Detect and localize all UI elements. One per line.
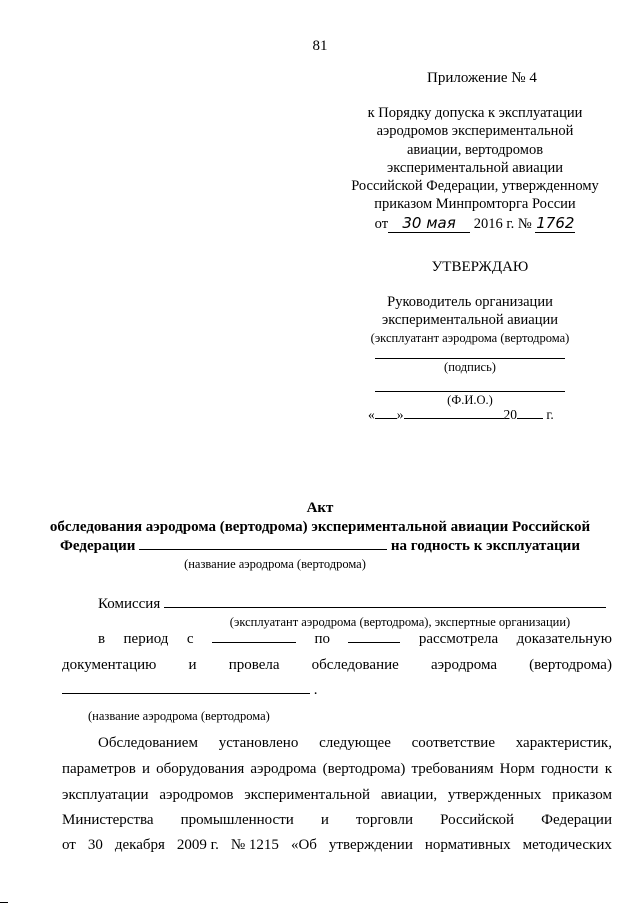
- act-federation-line: [0, 538, 640, 555]
- word: по: [314, 631, 330, 647]
- appendix-line: приказом Минпромторга России: [374, 196, 576, 213]
- paragraph-line-1: [98, 735, 612, 752]
- word: «Об: [290, 837, 317, 853]
- word: 30: [87, 837, 103, 853]
- word: соответствие: [411, 735, 495, 751]
- period-from-blank: [212, 642, 296, 643]
- word: в: [98, 631, 106, 647]
- commission-line: [98, 596, 606, 613]
- word: утверждении: [328, 837, 413, 853]
- handwritten-order-number: 1762: [536, 213, 575, 232]
- federation-word: Федерации: [60, 538, 136, 554]
- commission-blank: [164, 607, 606, 608]
- year-blank: [517, 418, 543, 419]
- word: методических: [522, 837, 612, 853]
- word: доказательную: [516, 631, 612, 647]
- word: № 1215: [230, 837, 279, 853]
- word: промышленности: [180, 812, 294, 828]
- appendix-line: к Порядку допуска к эксплуатации: [367, 105, 583, 121]
- head-caption: (эксплуатант аэродрома (вертодрома): [370, 331, 570, 345]
- word: рассмотрела: [418, 631, 499, 647]
- word: обследование: [311, 657, 399, 673]
- date-prefix: от: [374, 215, 389, 232]
- word: декабря: [114, 837, 165, 853]
- page-edge-mark: [0, 902, 8, 903]
- word: характеристик,: [515, 735, 612, 751]
- year-suffix: г.: [546, 407, 554, 422]
- word: 2009 г.: [176, 837, 219, 853]
- word: Обследованием: [98, 735, 198, 751]
- word: документацию: [62, 657, 157, 673]
- act-subtitle: обследования аэродрома (вертодрома) экспериментальной авиации Российской: [49, 519, 591, 535]
- word: с: [186, 631, 194, 647]
- word: и: [320, 812, 329, 828]
- aerodrome-name-caption-2: (название аэродрома (вертодрома): [88, 709, 270, 723]
- word: следующее: [319, 735, 391, 751]
- word: (вертодрома): [529, 657, 612, 673]
- period-line: [98, 631, 612, 648]
- documentation-line: [62, 657, 612, 674]
- word: установлено: [218, 735, 299, 751]
- word: Федерации: [541, 812, 612, 828]
- appendix-line: экспериментальной авиации: [387, 159, 563, 176]
- page-number: 81: [312, 38, 328, 54]
- line-end-dot: .: [313, 682, 318, 698]
- appendix-line: аэродромов экспериментальной: [376, 123, 574, 140]
- appendix-line: авиации, вертодромов: [406, 141, 544, 158]
- signature-caption: (подпись): [444, 360, 496, 374]
- date-close-quote: »: [396, 407, 404, 422]
- paragraph-line-2: параметров и оборудования аэродрома (вертодрома) требованиям Норм годности к: [62, 761, 612, 777]
- word: нормативных: [424, 837, 511, 853]
- word: период: [123, 631, 169, 647]
- year-text: 2016 г. №: [473, 215, 532, 232]
- word: Российской: [440, 812, 515, 828]
- date-open-quote: «: [368, 407, 375, 422]
- month-blank: [404, 418, 504, 419]
- year-prefix: 20: [503, 407, 517, 422]
- commission-caption: (эксплуатант аэродрома (вертодрома), экспертные организации): [229, 615, 571, 629]
- word: от: [62, 837, 76, 853]
- aerodrome-name-line: [62, 682, 318, 699]
- federation-tail: на годность к эксплуатации: [390, 538, 580, 554]
- fio-line: [375, 391, 565, 392]
- word: и: [188, 657, 197, 673]
- day-blank: [375, 418, 397, 419]
- paragraph-line-4: [62, 812, 612, 829]
- word: торговли: [356, 812, 414, 828]
- head-line: Руководитель организации: [387, 294, 553, 310]
- signature-line: [375, 358, 565, 359]
- period-to-blank: [348, 642, 400, 643]
- handwritten-date: 30 мая: [388, 214, 470, 233]
- word: аэродрома: [430, 657, 498, 673]
- approval-title: УТВЕРЖДАЮ: [431, 259, 529, 275]
- paragraph-line-3: эксплуатации аэродромов экспериментальной авиации, утвержденных приказом: [62, 787, 612, 803]
- paragraph-line-5: [62, 837, 612, 854]
- appendix-date-line: [320, 214, 630, 233]
- fio-caption: (Ф.И.О.): [447, 393, 493, 407]
- commission-label: Комиссия: [98, 596, 161, 612]
- head-line: экспериментальной авиации: [382, 312, 558, 328]
- appendix-title: Приложение № 4: [427, 70, 537, 86]
- word: провела: [228, 657, 280, 673]
- aerodrome-name-caption: (название аэродрома (вертодрома): [184, 557, 366, 571]
- approval-date-line: [368, 407, 554, 423]
- appendix-line: Российской Федерации, утвержденному: [351, 178, 599, 195]
- word: Министерства: [62, 812, 154, 828]
- approval-head-block: [340, 293, 600, 347]
- aerodrome-name-blank: [139, 549, 387, 550]
- appendix-reference: [320, 104, 630, 233]
- aerodrome-name-blank-2: [62, 693, 310, 694]
- act-title: Акт: [306, 500, 334, 516]
